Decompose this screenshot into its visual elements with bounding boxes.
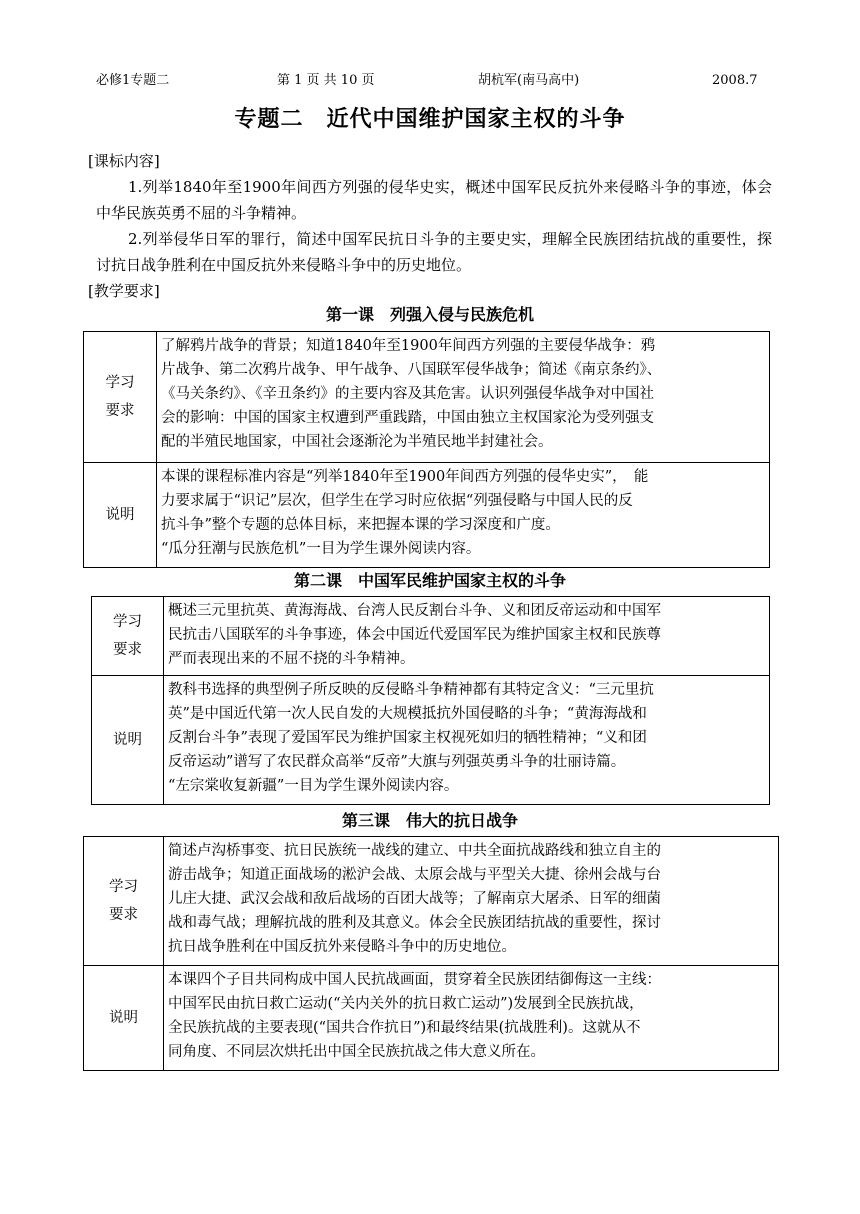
requirement-label: 要求 bbox=[109, 907, 138, 923]
table-row bbox=[84, 463, 770, 568]
lesson-2-title: 第二课 中国军民维护国家主权的斗争 bbox=[293, 571, 566, 590]
requirement-label: 要求 bbox=[105, 403, 135, 419]
teaching-label: [教学要求] bbox=[88, 282, 160, 300]
header-author: 胡杭军(南马高中) bbox=[478, 73, 580, 88]
requirement-label: 学习 bbox=[109, 879, 138, 895]
requirement-line: 严而表现出来的不屈不挠的斗争精神。 bbox=[168, 651, 415, 667]
table-row bbox=[84, 837, 779, 966]
document-title: 专题二 近代中国维护国家主权的斗争 bbox=[234, 107, 626, 132]
requirement-line: 简述卢沟桥事变、抗日民族统一战线的建立、中共全面抗战路线和独立自主的 bbox=[168, 843, 661, 859]
note-content-cell bbox=[164, 966, 779, 1071]
note-label: 说明 bbox=[113, 732, 142, 748]
note-line: 抗斗争”整个专题的总体目标，来把握本课的学习深度和广度。 bbox=[161, 517, 560, 533]
note-line: 同角度、不同层次烘托出中国全民族抗战之伟大意义所在。 bbox=[168, 1044, 545, 1060]
note-label-cell bbox=[84, 966, 164, 1071]
table-row bbox=[92, 597, 770, 676]
note-line: 本课的课程标准内容是“列举1840年至1900年间西方列强的侵华史实”， 能 bbox=[161, 469, 649, 485]
requirement-label: 学习 bbox=[105, 375, 135, 391]
requirement-label-cell bbox=[84, 332, 157, 463]
note-line: 中国军民由抗日救亡运动(“关内关外的抗日救亡运动”)发展到全民族抗战， bbox=[168, 996, 644, 1012]
requirement-line: 抗日战争胜利在中国反抗外来侵略斗争中的历史地位。 bbox=[168, 939, 516, 955]
note-label: 说明 bbox=[105, 507, 135, 523]
table-row bbox=[84, 332, 770, 463]
requirement-label-cell bbox=[92, 597, 164, 676]
requirement-line: 《马关条约》、《辛丑条约》的主要内容及其危害。认识列强侵华战争对中国社 bbox=[161, 386, 654, 402]
requirement-line: 了解鸦片战争的背景；知道1840年至1900年间西方列强的主要侵华战争：鸦 bbox=[161, 338, 656, 354]
note-label: 说明 bbox=[109, 1010, 138, 1026]
note-line: 全民族抗战的主要表现(“国共合作抗日”)和最终结果(抗战胜利)。这就从不 bbox=[168, 1020, 641, 1036]
header-date: 2008.7 bbox=[712, 73, 758, 88]
lesson-1-title: 第一课 列强入侵与民族危机 bbox=[325, 305, 534, 324]
requirement-line: 战和毒气战；理解抗战的胜利及其意义。体会全民族团结抗战的重要性，探讨 bbox=[168, 915, 661, 931]
note-line: 反割台斗争”表现了爱国军民为维护国家主权视死如归的牺牲精神；“义和团 bbox=[168, 730, 647, 746]
lesson-2-table bbox=[91, 596, 770, 805]
requirement-content-cell bbox=[164, 597, 770, 676]
requirement-line: 游击战争；知道正面战场的淞沪会战、太原会战与平型关大捷、徐州会战与台 bbox=[168, 867, 661, 883]
requirement-line: 概述三元里抗英、黄海海战、台湾人民反割台斗争、义和团反帝运动和中国军 bbox=[168, 603, 661, 619]
table-row bbox=[92, 676, 770, 805]
requirement-line: 配的半殖民地国家，中国社会逐渐沦为半殖民地半封建社会。 bbox=[161, 434, 553, 450]
requirement-label-cell bbox=[84, 837, 164, 966]
note-content-cell bbox=[164, 676, 770, 805]
requirement-content-cell bbox=[157, 332, 770, 463]
curriculum-item-1: 1.列举1840年至1900年间西方列强的侵华史实，概述中国军民反抗外来侵略斗争的事迹，体会中华民族英勇不屈的斗争精神。 bbox=[96, 178, 772, 222]
page-header bbox=[96, 71, 776, 91]
requirement-label: 学习 bbox=[113, 614, 142, 630]
lesson-3-title: 第三课 伟大的抗日战争 bbox=[341, 811, 518, 830]
requirement-label: 要求 bbox=[113, 642, 142, 658]
note-line: 力要求属于“识记”层次，但学生在学习时应依据“列强侵略与中国人民的反 bbox=[161, 493, 633, 509]
note-line: 反帝运动”谱写了农民群众高举“反帝”大旗与列强英勇斗争的壮丽诗篇。 bbox=[168, 754, 626, 770]
lesson-3-table bbox=[83, 836, 779, 1071]
header-course: 必修1专题二 bbox=[96, 73, 170, 88]
requirement-content-cell bbox=[164, 837, 779, 966]
header-page-info: 第 1 页 共 10 页 bbox=[277, 73, 375, 88]
note-content-cell bbox=[157, 463, 770, 568]
note-label-cell bbox=[84, 463, 157, 568]
curriculum-item-2: 2.列举侵华日军的罪行，简述中国军民抗日斗争的主要史实，理解全民族团结抗战的重要性，探讨抗日战争胜利在中国反抗外来侵略斗争中的历史地位。 bbox=[96, 230, 772, 274]
requirement-line: 会的影响：中国的国家主权遭到严重践踏，中国由独立主权国家沦为受列强支 bbox=[161, 410, 654, 426]
note-line: 教科书选择的典型例子所反映的反侵略斗争精神都有其特定含义：“三元里抗 bbox=[168, 682, 654, 698]
note-line: “瓜分狂潮与民族危机”一目为学生课外阅读内容。 bbox=[161, 541, 481, 557]
note-line: 本课四个子目共同构成中国人民抗战画面，贯穿着全民族团结御侮这一主线： bbox=[168, 972, 661, 988]
note-label-cell bbox=[92, 676, 164, 805]
table-row bbox=[84, 966, 779, 1071]
lesson-1-table bbox=[83, 331, 770, 568]
curriculum-label: [课标内容] bbox=[88, 152, 160, 170]
requirement-line: 片战争、第二次鸦片战争、甲午战争、八国联军侵华战争；简述《南京条约》、 bbox=[161, 362, 662, 378]
note-line: “左宗棠收复新疆”一目为学生课外阅读内容。 bbox=[168, 778, 459, 794]
note-line: 英”是中国近代第一次人民自发的大规模抵抗外国侵略的斗争；“黄海海战和 bbox=[168, 706, 647, 722]
requirement-line: 民抗击八国联军的斗争事迹，体会中国近代爱国军民为维护国家主权和民族尊 bbox=[168, 627, 661, 643]
requirement-line: 儿庄大捷、武汉会战和敌后战场的百团大战等；了解南京大屠杀、日军的细菌 bbox=[168, 891, 661, 907]
